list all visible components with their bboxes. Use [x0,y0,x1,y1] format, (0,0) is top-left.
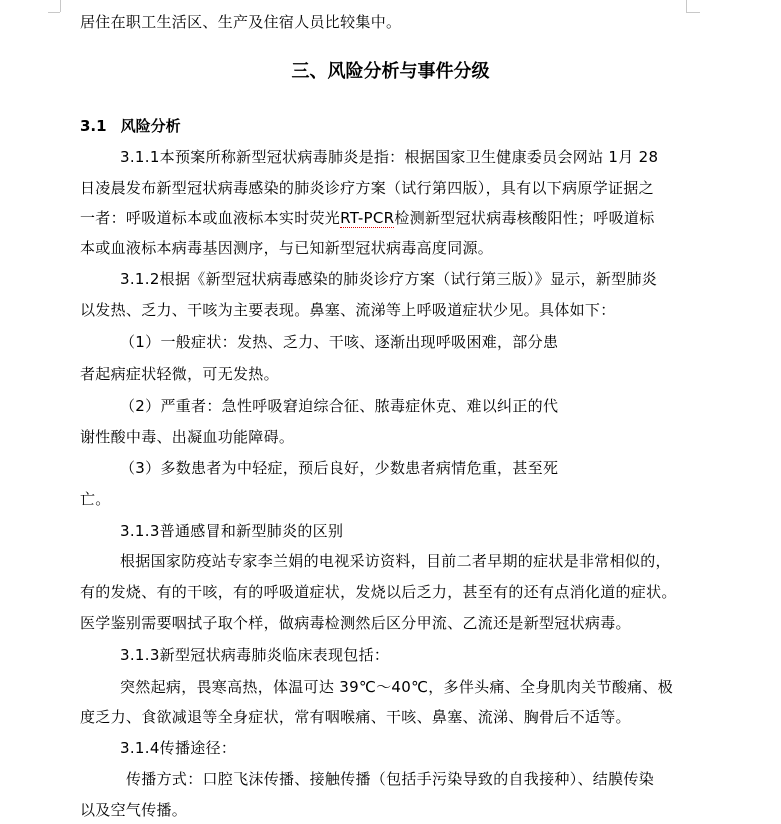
list-item-line: 者起病症状轻微，可无发热。 [80,365,279,383]
spellcheck-underlined-text: RT-PCR [340,209,395,227]
section-heading: 三、风险分析与事件分级 [291,61,490,82]
text-line: 根据国家防疫站专家李兰娟的电视采访资料，目前二者早期的症状是非常相似的， [120,552,671,570]
list-item-line: （1）一般症状：发热、乏力、干咳、逐渐出现呼吸困难，部分患 [120,333,559,351]
text-line: 3.1.4传播途径： [120,739,237,757]
subsection-number: 3.1 [80,117,107,135]
list-item-line: 谢性酸中毒、出凝血功能障碍。 [80,428,295,446]
text-line [80,208,781,228]
text-line: 3.1.2根据《新型冠状病毒感染的肺炎诊疗方案（试行第三版）》显示，新型肺炎 [120,270,658,288]
text-line: 传播方式：口腔飞沫传播、接触传播（包括手污染导致的自我接种）、结膜传染 [126,770,655,788]
text-line: 度乏力、食欲减退等全身症状，常有咽喉痛、干咳、鼻塞、流涕、胸骨后不适等。 [80,708,631,726]
text-line: 以及空气传播。 [80,801,188,819]
text-span: 检测新型冠状病毒核酸阳性；呼吸道标 [394,209,655,227]
list-item-line: （2）严重者：急性呼吸窘迫综合征、脓毒症休克、难以纠正的代 [120,397,559,415]
text-line: 以发热、乏力、干咳为主要表现。鼻塞、流涕等上呼吸道症状少见。具体如下： [80,301,616,319]
text-line: 3.1.3新型冠状病毒肺炎临床表现包括： [120,646,390,664]
list-item-line: 亡。 [80,490,111,508]
text-line: 有的发烧、有的干咳，有的呼吸道症状，发烧以后乏力，甚至有的还有点消化道的症状。 [80,583,677,601]
text-line: 突然起病，畏寒高热，体温可达 39℃～40℃，多伴头痛、全身肌肉关节酸痛、极 [120,678,674,696]
text-line: 本或血液标本病毒基因测序，与已知新型冠状病毒高度同源。 [80,239,494,257]
list-item-line: （3）多数患者为中轻症，预后良好，少数患者病情危重，甚至死 [120,459,559,477]
text-line: 3.1.3普通感冒和新型肺炎的区别 [120,522,344,540]
text-line: 医学鉴别需要咽拭子取个样，做病毒检测然后区分甲流、乙流还是新型冠状病毒。 [80,614,631,632]
text-line: 日凌晨发布新型冠状病毒感染的肺炎诊疗方案（试行第四版），具有以下病原学证据之 [80,179,654,197]
subsection-title: 风险分析 [120,117,181,135]
text-line: 3.1.1本预案所称新型冠状病毒肺炎是指：根据国家卫生健康委员会网站 1月 28 [120,148,659,166]
text-span: 一者：呼吸道标本或血液标本实时荧光 [80,209,341,227]
text-line: 居住在职工生活区、生产及住宿人员比较集中。 [80,13,402,31]
subsection-heading [80,116,181,136]
